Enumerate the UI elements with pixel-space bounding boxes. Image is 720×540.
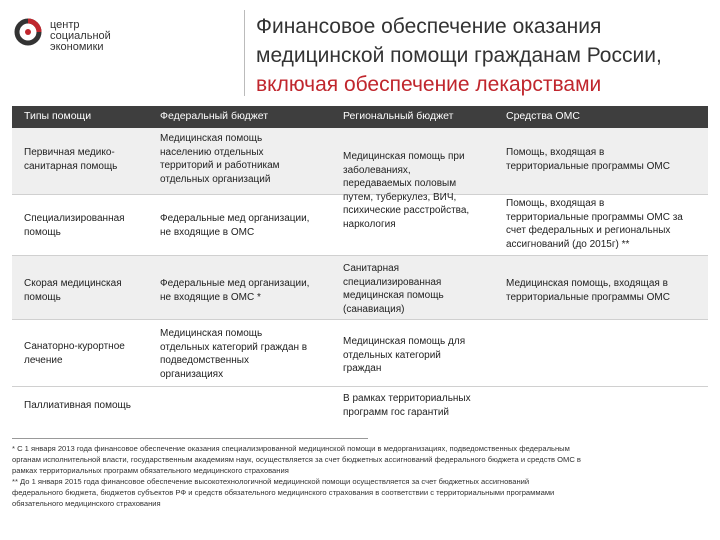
footnote-line: ** До 1 января 2015 года финансовое обеспечение высокотехнологичной медицинской помощи осуществляется за счет бюджетных ассигнований	[12, 477, 530, 486]
table-header	[12, 106, 708, 128]
logo-text	[50, 20, 111, 53]
table-cell-federal: Федеральные мед организации, не входящие в ОМС *	[160, 278, 310, 303]
table-cell-federal: Медицинская помощь населению отдельных территорий и работникам отдельных организаций	[160, 133, 280, 185]
header-federal: Федеральный бюджет	[160, 110, 269, 122]
footnote-line: обязательного медицинского страхования	[12, 499, 161, 508]
row-divider	[12, 386, 708, 387]
table-cell-type: Первичная медико- санитарная помощь	[24, 147, 118, 172]
logo-mark-icon	[12, 16, 44, 48]
logo	[12, 12, 132, 62]
footnote-line: федерального бюджета, бюджетов субъектов РФ и средств обязательного медицинского страхования в соответствии с территориальными программами	[12, 488, 555, 497]
table-cell-regional: Медицинская помощь при заболеваниях, передаваемых половым путем, туберкулез, ВИЧ, психические расстройства, наркология	[343, 151, 470, 230]
table-cell-type: Скорая медицинская помощь	[24, 278, 122, 303]
header-types: Типы помощи	[24, 110, 92, 122]
logo-line: центр	[50, 19, 80, 31]
table-cell-type: Специализированная помощь	[24, 213, 125, 238]
title-line-accent: включая обеспечение лекарствами	[256, 73, 602, 96]
table-cell-regional: Санитарная специализированная медицинская помощь (санавиация)	[343, 263, 444, 315]
table-cell-regional: Медицинская помощь для отдельных категорий граждан	[343, 336, 466, 374]
table-cell-oms: Помощь, входящая в территориальные программы ОМС за счет федеральных и региональных ассигнований (до 2015г) **	[506, 198, 683, 250]
row-divider	[12, 255, 708, 256]
page-title	[256, 12, 662, 99]
table-cell-type: Паллиативная помощь	[24, 400, 131, 411]
footnote-line: органам исполнительной власти, государственным академиям наук, осуществляется за счет бюджетных ассигнований федерального бюджета и средств ОМС в	[12, 455, 581, 464]
footnotes	[12, 443, 712, 509]
title-line: медицинской помощи гражданам России,	[256, 44, 662, 67]
row-divider	[12, 319, 708, 320]
footnote-line: рамках территориальных программ обязательного медицинского страхования	[12, 466, 289, 475]
table-cell-oms: Помощь, входящая в территориальные программы ОМС	[506, 147, 670, 172]
title-divider	[244, 10, 245, 96]
table-cell-type: Санаторно-курортное лечение	[24, 341, 125, 366]
logo-line: социальной	[50, 30, 111, 42]
table-cell-oms: Медицинская помощь, входящая в территориальные программы ОМС	[506, 278, 670, 303]
title-line: Финансовое обеспечение оказания	[256, 15, 602, 38]
header-regional: Региональный бюджет	[343, 110, 454, 122]
footnote-divider	[12, 438, 368, 439]
table-cell-federal: Медицинская помощь отдельных категорий граждан в подведомственных организациях	[160, 328, 308, 380]
header-oms: Средства ОМС	[506, 110, 580, 122]
table-cell-regional: В рамках территориальных программ гос гарантий	[343, 393, 471, 418]
table-cell-federal: Федеральные мед организации, не входящие в ОМС	[160, 213, 310, 238]
logo-line: экономики	[50, 41, 104, 53]
footnote-line: * С 1 января 2013 года финансовое обеспечение оказания специализированной медицинской помощи в медорганизациях, подведомственных федеральным	[12, 444, 570, 453]
